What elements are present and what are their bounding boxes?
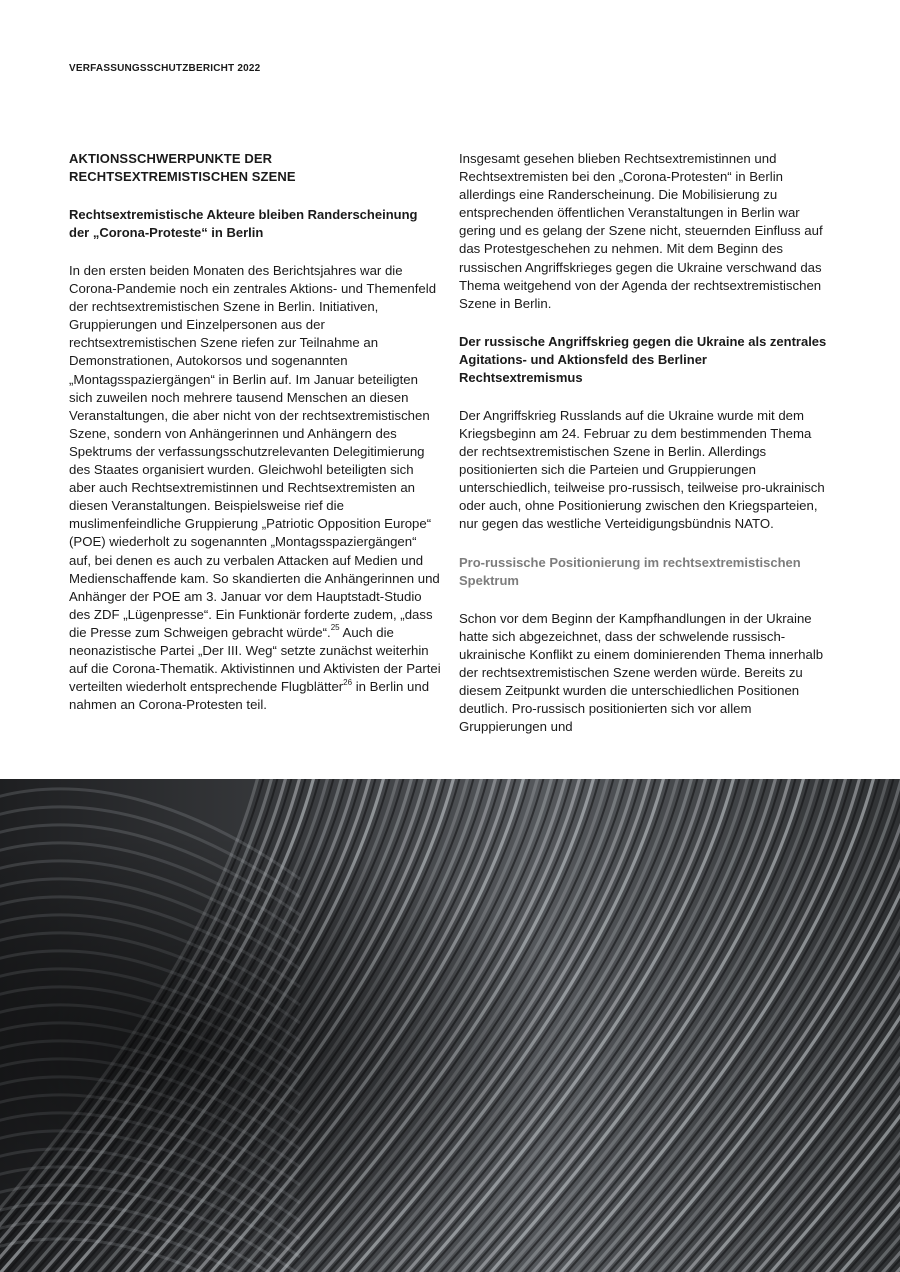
footnote-ref-26[interactable]: 26 <box>343 677 353 687</box>
decorative-photo-metal-wires <box>0 779 900 1272</box>
paragraph-pro-russisch: Schon vor dem Beginn der Kampfhandlungen in der Ukraine hatte sich abgezeichnet, dass der schwelende russisch-ukrainische Konflikt zu einem dominierenden Thema innerhalb der rechtsextremistischen Szene werden würde. Bereits zu diesem Zeitpunkt wurden die unterschiedlichen Positionen deutlich. Pro-russisch positionierten sich vor allem Gruppierungen und <box>459 610 824 735</box>
running-head: VERFASSUNGSSCHUTZBERICHT 2022 <box>69 63 261 74</box>
paragraph-angriffskrieg: Der Angriffskrieg Russlands auf die Ukraine wurde mit dem Kriegsbeginn am 24. Februar zu dem bestimmenden Thema der rechtsextremistischen Szene in Berlin. Allerdings positionierten sich die Parteien und Gruppierungen unterschiedlich, teilweise pro-russisch, teilweise pro-ukrainisch oder auch, ohne Positionierung zwischen den Kriegsparteien, nur gegen das westliche Verteidigungsbündnis NATO. <box>459 407 825 532</box>
paragraph-text: in Berlin und nahmen an Corona-Protesten teil. <box>69 679 430 713</box>
footnote-ref-25[interactable]: 25 <box>330 623 340 633</box>
subhead-corona-proteste: Rechtsextremistische Akteure bleiben Randerscheinung der „Corona-Proteste“ in Berlin <box>69 207 418 240</box>
section-title: AKTIONSSCHWERPUNKTE DER RECHTSEXTREMISTISCHEN SZENE <box>69 151 296 184</box>
paragraph-randerscheinung: Insgesamt gesehen blieben Rechtsextremistinnen und Rechtsextremisten bei den „Corona-Protesten“ in Berlin allerdings eine Randerscheinung. Die Mobilisierung zu entsprechenden öffentlichen Veranstaltungen in Berlin war gering und es gelang der Szene nicht, steuernden Einfluss auf das Protestgeschehen zu nehmen. Mit dem Beginn des russischen Angriffskrieges gegen die Ukraine verschwand das Thema weitgehend von der Agenda der rechtsextremistischen Szene in Berlin. <box>459 151 823 311</box>
paragraph-text: In den ersten beiden Monaten des Berichtsjahres war die Corona-Pandemie noch ein zentrales Aktions- und Themenfeld der rechtsextremistischen Szene in Berlin. Initiativen, Gruppierungen und Einzelpersonen aus der rechtsextremistischen Szene riefen zur Teilnahme an Demonstrationen, Autokorsos und sogenannten „Montagsspaziergängen“ in Berlin auf. Im Januar beteiligten sich zuweilen noch mehrere tausend Menschen an diesen Veranstaltungen, die aber nicht von der rechtsextremistischen Szene, sondern von Anhängerinnen und Anhängern des Spektrums der verfassungsschutzrelevanten Delegitimierung des Staates organisiert wurden. Gleichwohl beteiligten sich aber auch Rechtsextremistinnen und Rechtsextremisten an diesen Veranstaltungen. Beispielsweise rief die muslimenfeindliche Gruppierung „Patriotic Opposition Europe“ (POE) wiederholt zu sogenannten „Montagsspaziergängen“ auf, bei denen es auch zu verbalen Attacken auf Medien und Medienschaffende kam. So skandierten die Anhängerinnen und Anhänger der POE am 3. Januar vor dem Hauptstadt-Studio des ZDF „Lügenpresse“. Ein Funktionär forderte zudem, „dass die Presse zum Schweigen gebracht würde“. <box>69 263 440 640</box>
paragraph-corona <box>69 262 441 714</box>
subhead-angriffskrieg: Der russische Angriffskrieg gegen die Ukraine als zentrales Agitations- und Aktionsfeld des Berliner Rechtsextremismus <box>459 333 827 385</box>
wire-texture-image <box>0 779 900 1272</box>
right-column <box>459 150 831 756</box>
paragraph-text: Auch die neonazistische Partei „Der III. Weg“ setzte zunächst weiterhin auf die Corona-Thematik. Aktivistinnen und Aktivisten der Partei verteilten wiederholt entsprechende Flugblätter <box>69 624 441 695</box>
left-column <box>69 150 441 734</box>
subhead-pro-russisch: Pro-russische Positionierung im rechtsextremistischen Spektrum <box>459 554 801 588</box>
